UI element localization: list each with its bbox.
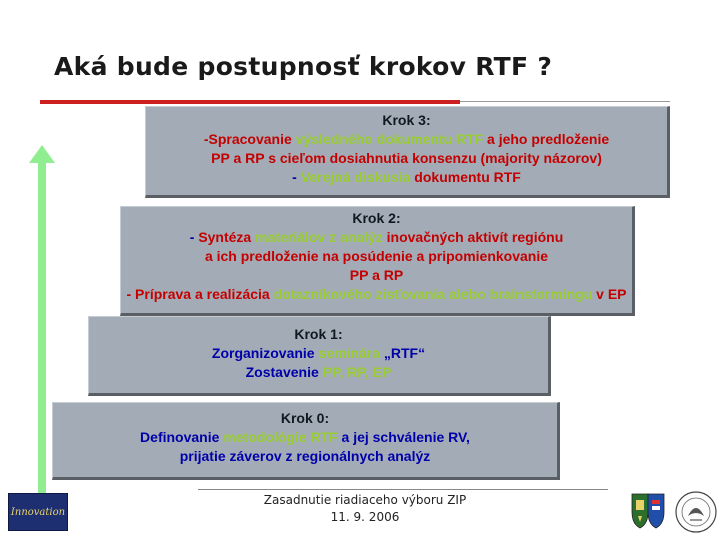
footer-date: 11. 9. 2006 <box>330 510 400 524</box>
step-text-segment: metodológie RTF <box>223 429 338 445</box>
step-text-segment: Zorganizovanie <box>211 345 319 361</box>
step-text-segment: v EP <box>592 286 627 302</box>
footer-divider <box>198 489 608 490</box>
footer <box>200 492 530 526</box>
regional-crest-icon <box>628 490 668 532</box>
step-text-segment: a jeho predloženie <box>483 131 610 147</box>
step-line <box>53 447 557 466</box>
step-lines <box>89 344 548 382</box>
step-text-segment: seminára <box>318 345 380 361</box>
title-underline-extension <box>460 101 670 102</box>
step-text-segment: -Spracovanie <box>203 131 296 147</box>
step-line <box>89 363 548 382</box>
step-text-segment: Syntéza <box>198 229 252 245</box>
step-line <box>53 428 557 447</box>
step-lines <box>121 228 632 304</box>
slide-title: Aká bude postupnosť krokov RTF ? <box>54 52 553 81</box>
step-3-box <box>145 106 670 198</box>
step-text-segment: „RTF“ <box>379 345 426 361</box>
title-underline <box>40 100 460 104</box>
step-0-box <box>52 402 560 480</box>
step-lines <box>146 130 667 187</box>
logo-text: Innovation <box>10 506 66 518</box>
step-line <box>146 168 667 187</box>
step-heading: Krok 2: <box>352 210 401 226</box>
step-line <box>121 247 632 266</box>
step-text-segment: PP, RP, EP <box>322 364 392 380</box>
step-text-segment: a jej schválenie RV, <box>337 429 470 445</box>
footer-event: Zasadnutie riadiaceho výboru ZIP <box>263 493 467 507</box>
university-seal-icon <box>674 490 718 534</box>
step-text-segment: výsledného dokumentu RTF <box>295 131 484 147</box>
step-2-box <box>120 206 635 316</box>
step-heading: Krok 3: <box>382 112 431 128</box>
step-text-segment: Definovanie <box>140 429 224 445</box>
step-line <box>146 130 667 149</box>
step-line <box>121 228 632 247</box>
step-line <box>146 149 667 168</box>
step-text-segment: a ich predloženie na posúdenie a pripomienkovanie <box>204 248 549 264</box>
step-text-segment: materiálov z analýz <box>251 229 387 245</box>
step-text-segment: PP a RP <box>349 267 404 283</box>
step-text-segment: - Príprava a realizácia <box>126 286 270 302</box>
innovation-logo <box>8 493 68 531</box>
step-text-segment: inovačných aktivít regiónu <box>386 229 564 245</box>
step-line <box>89 344 548 363</box>
step-lines <box>53 428 557 466</box>
step-text-segment: Verejná diskusia <box>300 169 411 185</box>
step-text-segment: dotazníkového zisťovania alebo brainstormingu <box>269 286 593 302</box>
step-heading: Krok 1: <box>294 326 343 342</box>
step-text-segment: prijatie záverov z regionálnych analýz <box>179 448 431 464</box>
step-text-segment: - <box>292 169 301 185</box>
step-text-segment: dokumentu RTF <box>410 169 521 185</box>
step-line <box>121 266 632 285</box>
step-text-segment: - <box>189 229 199 245</box>
step-1-box <box>88 316 551 396</box>
step-text-segment: PP a RP s cieľom dosiahnutia konsenzu (majority názorov) <box>211 150 602 166</box>
step-heading: Krok 0: <box>280 410 330 426</box>
step-line <box>121 285 632 304</box>
step-text-segment: Zostavenie <box>245 364 323 380</box>
